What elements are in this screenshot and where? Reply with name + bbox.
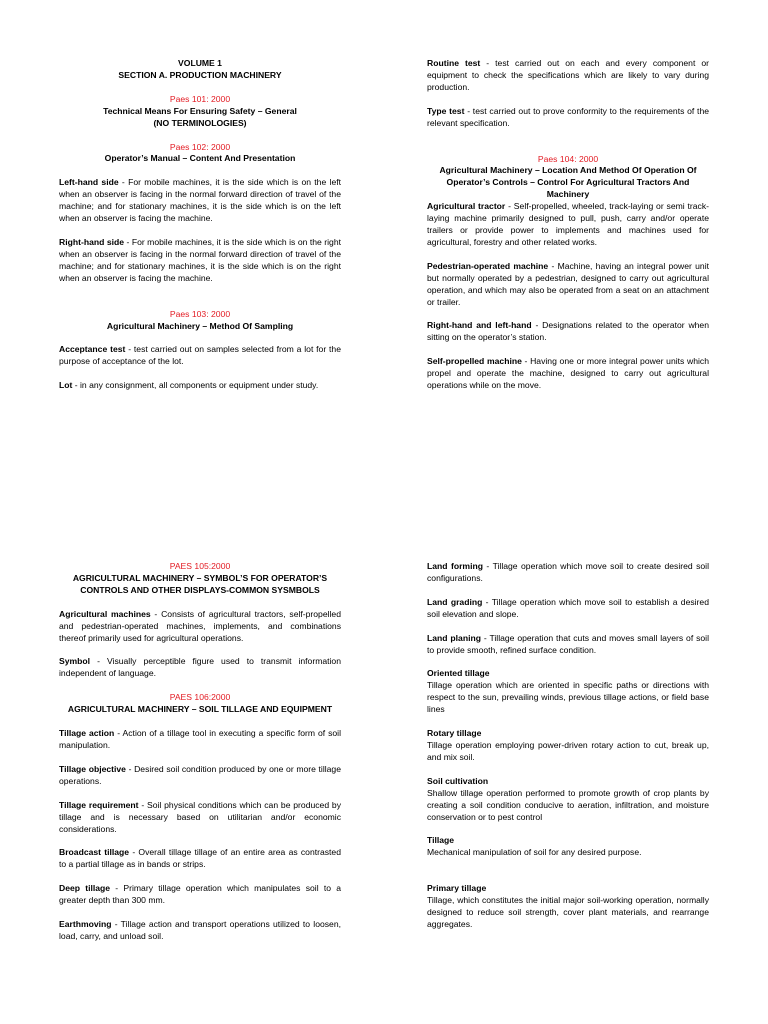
definition-tillage-objective — [59, 764, 341, 788]
definition-text: - Self-propelled, wheeled, track-laying or semi track-laying machine primarily designed to pull, push, carry and/or operate trailers or provide power to implements and machines used for agricultural, forestry and other related works. — [427, 201, 709, 247]
definition-text: - in any consignment, all components or equipment under study. — [72, 380, 319, 391]
term: Soil cultivation — [427, 775, 489, 786]
definition-text: - For mobile machines, it is the side which is on the right when an observer is facing in the normal forward direction of travel of the machine; and for stationary machines, it is the side which is on the right when an observer is facing the machine. — [59, 236, 341, 283]
term-heading-tillage — [427, 835, 709, 847]
section-heading: SECTION A. PRODUCTION MACHINERY — [118, 69, 282, 80]
definition-agricultural-machines — [59, 609, 341, 645]
term: Tillage objective — [59, 763, 126, 774]
definition-rotary-tillage: Tillage operation employing power-driven rotary action to cut, break up, and mix soil. — [427, 739, 709, 762]
definition-text: - Tillage action and transport operations utilized to loosen, load, carry, and unload soil. — [59, 919, 341, 941]
definition-land-forming — [427, 561, 709, 585]
term: Right-hand and left-hand — [427, 320, 532, 331]
definition-text: - Soil physical conditions which can be produced by tillage and is necessary based on utilitarian and/or economic considerations. — [59, 799, 341, 834]
definition-tillage-action — [59, 728, 341, 752]
term: Rotary tillage — [427, 728, 482, 739]
definition-text: - Action of a tillage tool in executing a specific form of soil manipulation. — [59, 728, 341, 750]
definition-left-hand-side — [59, 177, 341, 225]
page1-left-column — [59, 58, 341, 392]
definition-broadcast-tillage — [59, 847, 341, 871]
standard-code-101: Paes 101: 2000 — [169, 93, 231, 104]
term-heading-primary-tillage — [427, 883, 709, 895]
term: Tillage requirement — [59, 799, 139, 810]
definition-text: - Designations related to the operator when sitting on the operator’s station. — [427, 320, 709, 343]
definition-symbol — [59, 656, 341, 680]
definition-agricultural-tractor — [427, 201, 709, 249]
definition-tillage-requirement — [59, 800, 341, 836]
page1-right-column — [427, 58, 709, 392]
standard-note-101: (NO TERMINOLOGIES) — [153, 117, 247, 128]
definition-oriented-tillage: Tillage operation which are oriented in specific paths or directions with respect to the sun, prevailing winds, previous tillage actions, or field base lines — [427, 680, 709, 715]
definition-text: - Visually perceptible figure used to transmit information independent of language. — [59, 656, 341, 679]
definition-text: - Having one or more integral power units which propel and operate the machine, designed to carry out agricultural operations while on the move. — [427, 356, 709, 391]
term: Left-hand side — [59, 177, 119, 188]
term: Broadcast tillage — [59, 847, 130, 858]
definition-right-hand-side — [59, 237, 341, 285]
term: Tillage action — [59, 728, 115, 739]
definition-deep-tillage — [59, 883, 341, 907]
definition-lot — [59, 380, 341, 392]
term: Deep tillage — [59, 883, 111, 894]
definition-text: - Desired soil condition produced by one or more tillage operations. — [59, 763, 341, 786]
standard-title-101: Technical Means For Ensuring Safety – General — [103, 105, 297, 116]
term-heading-soil-cultivation — [427, 776, 709, 788]
standard-title-103: Agricultural Machinery – Method Of Sampling — [106, 320, 294, 331]
standard-title-106: AGRICULTURAL MACHINERY – SOIL TILLAGE AND EQUIPMENT — [67, 704, 333, 715]
standard-title-102: Operator’s Manual – Content And Presentation — [104, 153, 296, 164]
term: Earthmoving — [59, 919, 112, 930]
term: Agricultural machines — [59, 608, 151, 619]
definition-text: - For mobile machines, it is the side which is on the left when an observer is facing in the normal forward direction of travel of the machine; and for stationary machines, it is the side which is on the left when an observer is facing the machine. — [59, 177, 341, 224]
term: Primary tillage — [427, 883, 487, 894]
term: Self-propelled machine — [427, 356, 522, 367]
term: Land forming — [427, 561, 483, 571]
definition-self-propelled-machine — [427, 356, 709, 392]
standard-code-105: PAES 105:2000 — [169, 561, 231, 571]
definition-text: - test carried out on each and every component or equipment to check the specifications which are likely to vary during production. — [427, 58, 710, 92]
term-heading-oriented-tillage — [427, 668, 709, 680]
definition-text: - Tillage operation which move soil to create desired soil configurations. — [427, 561, 709, 583]
volume-heading: VOLUME 1 — [178, 58, 222, 68]
definition-earthmoving — [59, 919, 341, 943]
term: Pedestrian-operated machine — [427, 260, 549, 271]
page2-right-column — [427, 561, 709, 931]
definition-text: - Overall tillage tillage of an entire area as contrasted to a partial tillage as in bands or strips. — [59, 847, 341, 870]
definition-acceptance-test — [59, 344, 341, 368]
standard-code-104: Paes 104: 2000 — [537, 153, 599, 164]
definition-routine-test — [427, 58, 709, 94]
term: Right-hand side — [59, 236, 125, 247]
term: Tillage — [427, 835, 455, 846]
definition-text: - Primary tillage operation which manipulates soil to a greater depth than 300 mm. — [59, 883, 341, 906]
term: Type test — [427, 105, 465, 116]
definition-text: - Machine, having an integral power unit but normally operated by a pedestrian, designed to carry out agricultural operation, and which may also be operated from a seat on an attachment or trailer. — [427, 260, 709, 307]
term: Routine test — [427, 58, 481, 68]
definition-text: - test carried out on samples selected from a lot for the purpose of acceptance of the lot. — [59, 344, 341, 367]
definition-land-grading — [427, 597, 709, 621]
standard-code-102: Paes 102: 2000 — [169, 141, 231, 152]
definition-type-test — [427, 106, 709, 130]
standard-title-105: AGRICULTURAL MACHINERY – SYMBOL’S FOR OPERATOR’S CONTROLS AND OTHER DISPLAYS-COMMON SYSMBOLS — [72, 572, 328, 595]
standard-code-106: PAES 106:2000 — [169, 692, 231, 703]
term-heading-rotary-tillage — [427, 728, 709, 740]
definition-text: - Tillage operation which move soil to establish a desired soil elevation and slope. — [427, 596, 709, 619]
term: Lot — [59, 380, 73, 391]
standard-code-103: Paes 103: 2000 — [169, 308, 231, 319]
term: Agricultural tractor — [427, 201, 506, 212]
term: Acceptance test — [59, 344, 126, 355]
definition-primary-tillage: Tillage, which constitutes the initial major soil-working operation, normally designed to reduce soil strength, cover plant materials, and rearrange aggregates. — [427, 895, 709, 929]
term: Land planing — [427, 632, 481, 643]
definition-text: - Tillage operation that cuts and moves small layers of soil to provide smooth, refined surface condition. — [427, 632, 709, 655]
definition-land-planing — [427, 633, 709, 657]
definition-text: - test carried out to prove conformity to the requirements of the relevant specification. — [427, 105, 709, 128]
definition-tillage: Mechanical manipulation of soil for any desired purpose. — [427, 847, 642, 858]
term: Oriented tillage — [427, 668, 490, 679]
page2-left-column — [59, 561, 341, 943]
definition-text: - Consists of agricultural tractors, self-propelled and pedestrian-operated machines, implements, and combinations thereof primarily used for agricultural operations. — [59, 608, 341, 643]
definition-right-and-left-hand — [427, 320, 709, 344]
definition-pedestrian-operated-machine — [427, 261, 709, 309]
definition-soil-cultivation: Shallow tillage operation performed to promote growth of crop plants by creating a soil condition conducive to aeration, infiltration, and moisture conservation or to pest control — [427, 787, 709, 822]
standard-title-104: Agricultural Machinery – Location And Method Of Operation Of Operator’s Controls – Control For Agricultural Tractors And Machinery — [439, 165, 697, 200]
term: Symbol — [59, 656, 91, 667]
term: Land grading — [427, 596, 483, 607]
